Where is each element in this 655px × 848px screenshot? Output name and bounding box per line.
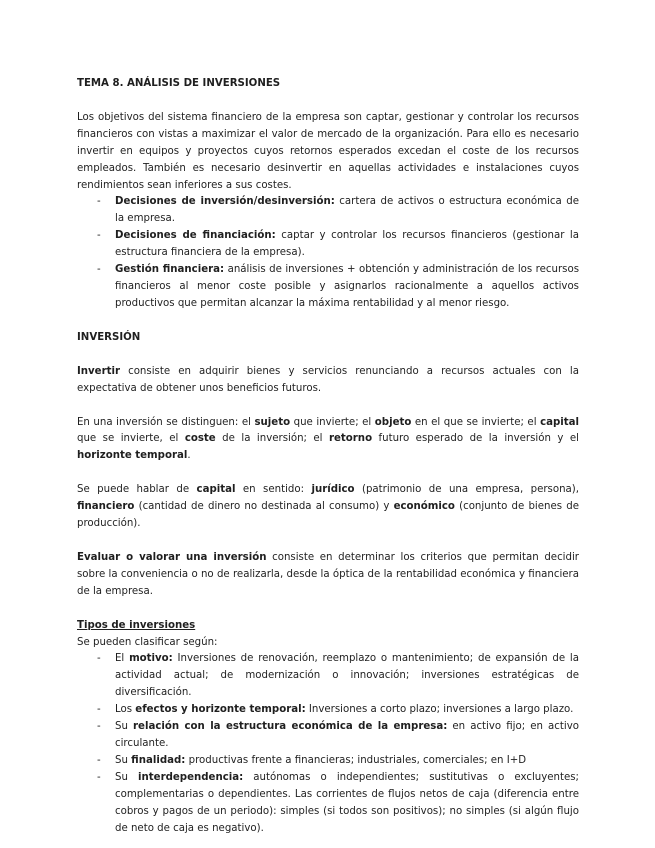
- item-text: Inversiones de renovación, reemplazo o mantenimiento; de expansión de la actividad actual; de modernización o innovación; inversiones estratégicas de diversificación.: [115, 653, 579, 699]
- item-term: efectos y horizonte temporal:: [135, 704, 306, 716]
- text: futuro esperado de la inversión y el: [372, 433, 579, 445]
- term: horizonte temporal: [77, 450, 188, 462]
- item-term: Decisiones de financiación:: [115, 230, 276, 242]
- text: consiste en determinar los criterios que permitan decidir sobre la conveniencia o no de realizarla, desde la óptica de la rentabilidad económica y financiera de la empresa.: [77, 551, 579, 597]
- text: En una inversión se distinguen: el: [77, 416, 255, 428]
- list-item: [77, 228, 579, 262]
- item-pre: Su: [115, 771, 139, 783]
- list-item: [77, 262, 579, 313]
- text: que invierte; el: [290, 416, 375, 428]
- decisions-list: [77, 194, 579, 312]
- list-item: [77, 194, 579, 228]
- page-title: TEMA 8. ANÁLISIS DE INVERSIONES: [77, 78, 281, 89]
- item-text: Inversiones a corto plazo; inversiones a largo plazo.: [305, 704, 574, 716]
- item-term: Gestión financiera:: [115, 264, 225, 276]
- item-text: autónomas o independientes; sustitutivas o excluyentes; complementarias o dependientes. Las corrientes de flujos netos de caja (diferencia entre cobros y pagos de un periodo): simples (si todos son positivos); no simples (si algún flujo de neto de caja es negativo).: [115, 771, 579, 834]
- text: que se invierte, el: [77, 433, 185, 445]
- item-text: en activo fijo; en activo circulante.: [115, 721, 579, 749]
- text: en el que se invierte; el: [411, 416, 541, 428]
- term: Invertir: [77, 365, 121, 377]
- tipos-intro: Se pueden clasificar según:: [77, 636, 218, 648]
- item-term: motivo:: [129, 653, 173, 665]
- item-text: cartera de activos o estructura económica de la empresa.: [115, 196, 579, 225]
- text: .: [187, 450, 191, 462]
- item-pre: Su: [115, 754, 132, 766]
- subheading: Tipos de inversiones: [77, 619, 196, 631]
- evaluar-paragraph: [77, 550, 579, 601]
- tipos-heading: [77, 618, 579, 635]
- intro-paragraph: Los objetivos del sistema financiero de la empresa son captar, gestionar y controlar los recursos financieros con vistas a maximizar el valor de mercado de la organización. Para ello es necesario invertir en equipos y proyectos cuyos retornos esperados excedan el coste de los recursos empleados. También es necesario desinvertir en aquellas actividades e instalaciones cuyos rendimientos sean inferiores a sus costes.: [77, 111, 579, 191]
- item-text: captar y controlar los recursos financieros (gestionar la estructura financiera de la empresa).: [115, 230, 579, 259]
- item-pre: El: [115, 653, 130, 665]
- text: consiste en adquirir bienes y servicios renunciando a recursos actuales con la expectativa de obtener unos beneficios futuros.: [77, 365, 579, 394]
- item-pre: Los: [115, 704, 136, 716]
- tipos-list: [77, 651, 579, 837]
- term: financiero: [77, 501, 135, 513]
- list-item: [77, 770, 579, 838]
- term: económico: [393, 501, 455, 513]
- item-text: productivas frente a financieras; industriales, comerciales; en I+D: [185, 754, 527, 766]
- text: de la inversión; el: [215, 433, 329, 445]
- item-text: análisis de inversiones + obtención y administración de los recursos financieros al menor coste posible y asignarlos racionalmente a aquellos activos productivos que permitan alcanzar la máxima rentabilidad y al menor riesgo.: [115, 264, 580, 309]
- text: (conjunto de bienes de producción).: [77, 501, 579, 530]
- invertir-paragraph: [77, 364, 579, 398]
- elements-paragraph: [77, 415, 579, 466]
- term: capital: [196, 484, 236, 496]
- term: retorno: [328, 433, 373, 445]
- item-pre: Su: [115, 721, 134, 733]
- item-term: Decisiones de inversión/desinversión:: [115, 196, 335, 208]
- list-item: [77, 753, 579, 770]
- item-term: relación con la estructura económica de la empresa:: [133, 721, 448, 733]
- list-item: [77, 719, 579, 753]
- list-item: [77, 702, 579, 719]
- capital-paragraph: [77, 482, 579, 533]
- term: coste: [184, 433, 216, 445]
- term: Evaluar o valorar una inversión: [77, 551, 267, 563]
- list-item: [77, 651, 579, 702]
- text: (patrimonio de una empresa, persona),: [354, 484, 580, 496]
- term: jurídico: [311, 484, 355, 496]
- term: sujeto: [254, 416, 291, 428]
- text: Se puede hablar de: [77, 484, 197, 496]
- term: capital: [540, 416, 579, 428]
- term: objeto: [374, 416, 412, 428]
- document-content: [77, 76, 579, 837]
- item-term: finalidad:: [131, 754, 186, 766]
- section-heading-inversion: INVERSIÓN: [77, 331, 141, 343]
- text: en sentido:: [235, 484, 312, 496]
- item-term: interdependencia:: [138, 771, 244, 783]
- text: (cantidad de dinero no destinada al consumo) y: [134, 501, 394, 513]
